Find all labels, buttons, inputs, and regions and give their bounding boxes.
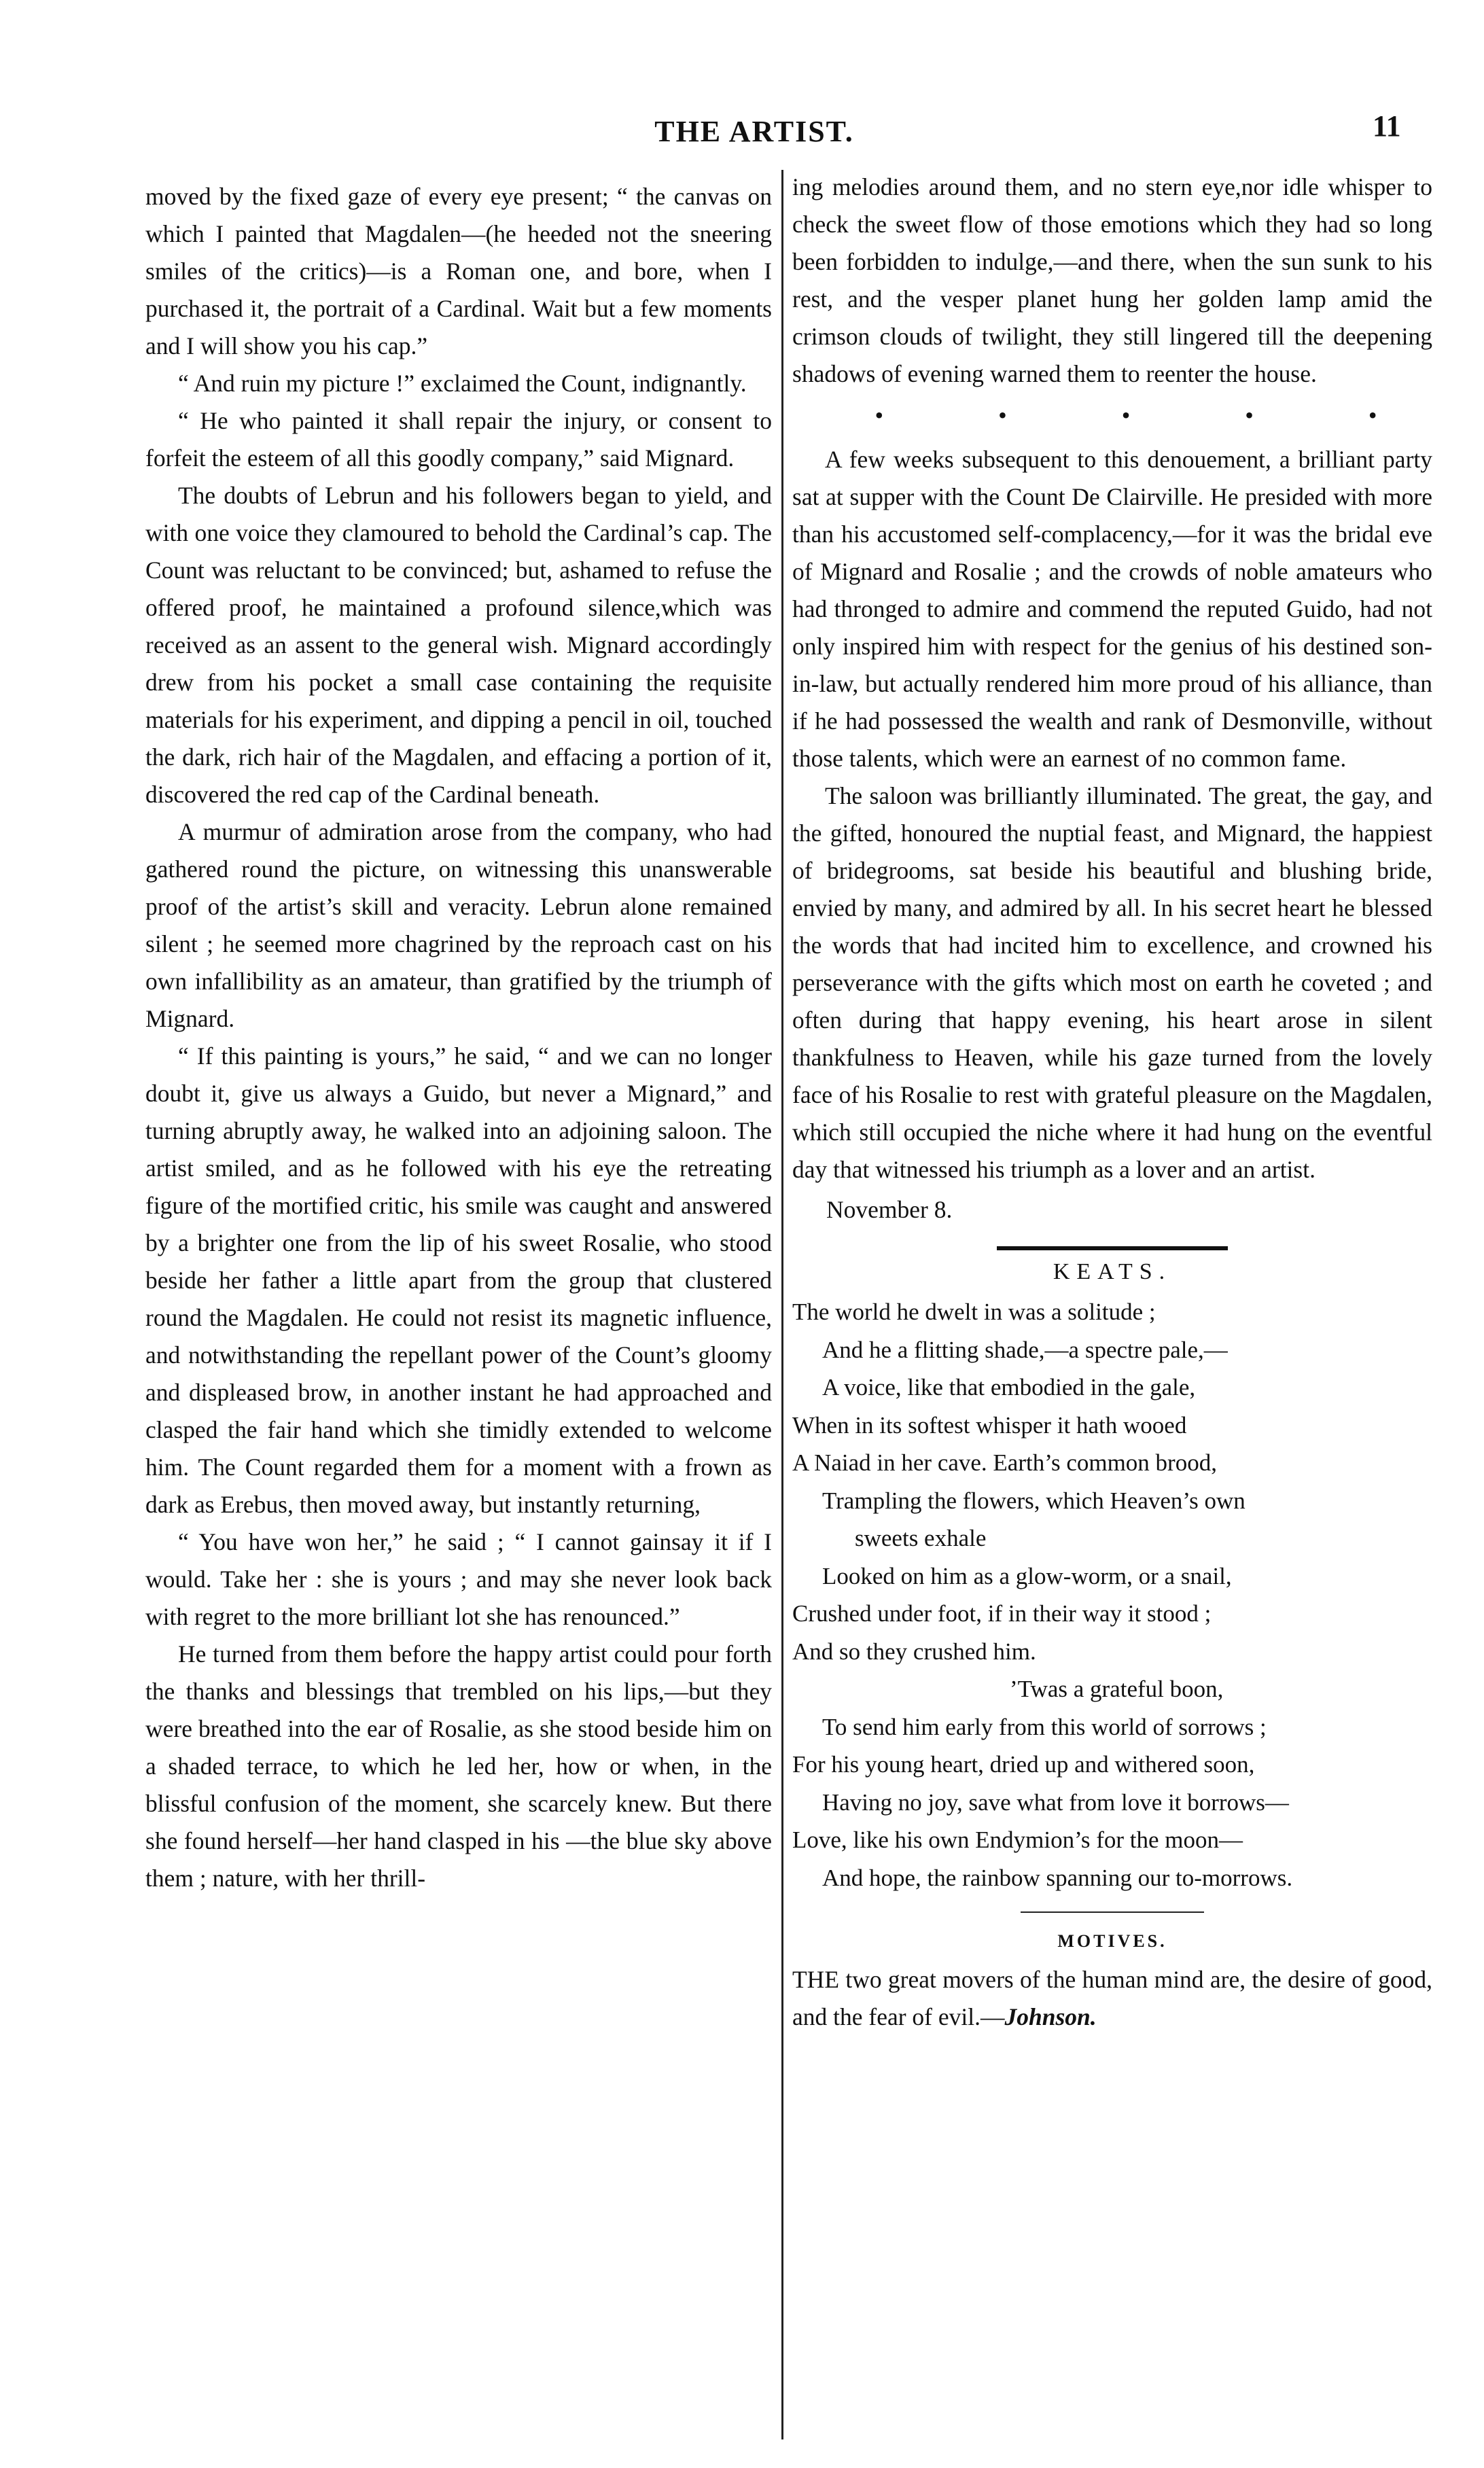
story-paragraph: The doubts of Lebrun and his followers began to yield, and with one voice they clamoured to behold the Cardinal’s cap. The Count was reluctant to be convinced; but, ashamed to refuse the offered proof, he maintained a profound silence,which was received as an assent to the general wish. Mignard accordingly drew from his pocket a small case containing the requisite materials for his experiment, and dipping a pencil in oil, touched the dark, rich hair of the Magdalen, and effacing a portion of it, discovered the red cap of the Cardinal beneath.: [145, 482, 772, 808]
poem-line: For his young heart, dried up and withered soon,: [792, 1751, 1255, 1778]
motives-paragraph: [792, 1961, 1432, 2036]
poem-title: KEATS.: [1053, 1259, 1172, 1284]
motives-attribution: Johnson.: [1004, 2003, 1097, 2030]
page-header-title: THE ARTIST.: [654, 115, 854, 148]
poem-line: And he a flitting shade,—a spectre pale,—: [822, 1336, 1228, 1363]
motives-title: MOTIVES.: [1057, 1931, 1167, 1951]
story-paragraph: “ He who painted it shall repair the injury, or consent to forfeit the esteem of all this goodly company,” said Mignard.: [145, 407, 772, 472]
story-paragraph: He turned from them before the happy artist could pour forth the thanks and blessings that trembled on his lips,—but they were breathed into the ear of Rosalie, as she stood beside him on a shaded terrace, to which he led her, how or when, in the blissful confusion of the moment, she scarcely knew. But there she found herself—her hand clasped in his —the blue sky above them ; nature, with her thrill-: [145, 1640, 772, 1892]
poem-line: Love, like his own Endymion’s for the moon—: [792, 1827, 1243, 1853]
page-number: 11: [1373, 109, 1401, 143]
story-paragraph: moved by the fixed gaze of every eye present; “ the canvas on which I painted that Magdalen—(he heeded not the sneering smiles of the critics)—is a Roman one, and bore, when I purchased it, the portrait of a Cardinal. Wait but a few moments and I will show you his cap.”: [145, 183, 772, 359]
column-divider: [781, 170, 783, 2439]
left-column: [145, 178, 772, 1897]
poem-line: Crushed under foot, if in their way it stood ;: [792, 1600, 1212, 1627]
story-paragraph: “ You have won her,” he said ; “ I cannot gainsay it if I would. Take her : she is yours ; and may she never look back with regret to the more brilliant lot she has renounced.”: [145, 1528, 772, 1630]
right-column: [792, 169, 1432, 2036]
poem-rule: [997, 1246, 1228, 1250]
poem-line: The world he dwelt in was a solitude ;: [792, 1299, 1156, 1325]
poem-line: And so they crushed him.: [792, 1638, 1036, 1665]
poem-line: To send him early from this world of sorrows ;: [822, 1713, 1267, 1740]
poem-line: When in its softest whisper it hath wooed: [792, 1411, 1187, 1439]
poem-line: ’Twas a grateful boon,: [1010, 1676, 1224, 1702]
poem: [792, 1293, 1432, 1897]
story-continuation: ing melodies around them, and no stern eye,nor idle whisper to check the sweet flow of those emotions which they had so long been forbidden to indulge,—and there, when the sun sunk to his rest, and the vesper planet hung her golden lamp amid the crimson clouds of twilight, they still lingered till the deepening shadows of evening warned them to reenter the house.: [792, 173, 1432, 387]
story-paragraph: A murmur of admiration arose from the company, who had gathered round the picture, on witnessing this unanswerable proof of the artist’s skill and veracity. Lebrun alone remained silent ; he seemed more chagrined by the reproach cast on his own infallibility as an amateur, than gratified by the triumph of Mignard.: [145, 818, 772, 1032]
motives-rule: [1021, 1911, 1204, 1913]
poem-line: Having no joy, save what from love it borrows—: [822, 1788, 1289, 1816]
poem-line: A Naiad in her cave. Earth’s common brood,: [792, 1449, 1217, 1476]
story-paragraph: The saloon was brilliantly illuminated. The great, the gay, and the gifted, honoured the nuptial feast, and Mignard, the happiest of bridegrooms, sat beside his beautiful and blushing bride, envied by many, and admired by all. In his secret heart he blessed the words that had incited him to excellence, and crowned his perseverance with the gifts which most on earth he coveted ; and often during that happy evening, his heart arose in silent thankfulness to Heaven, while his gaze turned from the lovely face of his Rosalie to rest with grateful pleasure on the Magdalen, which still occupied the niche where it had hung on the eventful day that witnessed his triumph as a lover and an artist.: [792, 782, 1432, 1183]
poem-line: Looked on him as a glow-worm, or a snail,: [822, 1562, 1232, 1589]
story-paragraph: “ If this painting is yours,” he said, “ and we can no longer doubt it, give us always a Guido, but never a Mignard,” and turning abruptly away, he walked into an adjoining saloon. The artist smiled, and as he followed with his eye the retreating figure of the mortified critic, his smile was caught and answered by a brighter one from the lip of his sweet Rosalie, who stood beside her father a little apart from the group that clustered round the Magdalen. He could not resist its magnetic influence, and notwithstanding the repellant power of the Count’s gloomy and displeased brow, in another instant he had approached and clasped the fair hand which she timidly extended to welcome him. The Count regarded them for a moment with a frown as dark as Erebus, then moved away, but instantly returning,: [145, 1042, 772, 1518]
poem-line: And hope, the rainbow spanning our to-morrows.: [822, 1864, 1293, 1891]
story-paragraph: “ And ruin my picture !” exclaimed the Count, indignantly.: [178, 370, 747, 397]
poem-line: sweets exhale: [855, 1525, 987, 1551]
section-break-dots: • • • • •: [874, 402, 1432, 429]
motives-text: THE two great movers of the human mind are, the desire of good, and the fear of evil.—: [792, 1966, 1432, 2030]
story-date-signoff: November 8.: [826, 1196, 953, 1223]
poem-line: Trampling the flowers, which Heaven’s own: [822, 1487, 1246, 1514]
poem-line: A voice, like that embodied in the gale,: [822, 1374, 1196, 1400]
story-paragraph: A few weeks subsequent to this denouement, a brilliant party sat at supper with the Count De Clairville. He presided with more than his accustomed self-complacency,—for it was the bridal eve of Mignard and Rosalie ; and the crowds of noble amateurs who had thronged to admire and commend the reputed Guido, had not only inspired him with respect for the genius of his destined son-in-law, but actually rendered him more proud of his alliance, than if he had possessed the wealth and rank of Desmonville, without those talents, which were an earnest of no common fame.: [792, 446, 1432, 772]
